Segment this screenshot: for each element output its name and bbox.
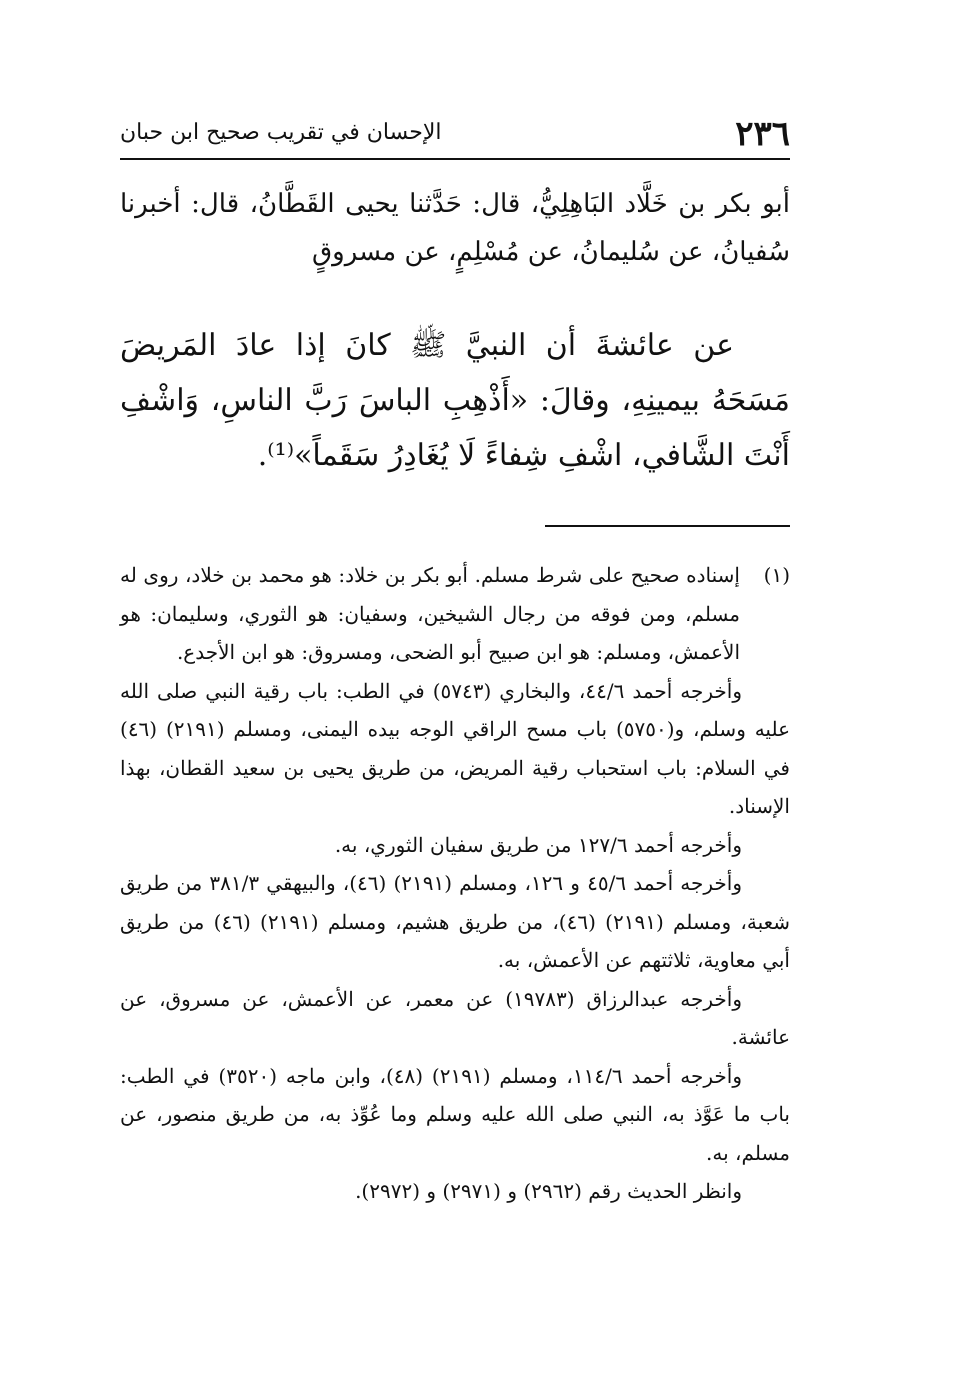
isnad-text: أبو بكر بن خَلَّاد البَاهِلِيُّ، قال: حَدَّثنا يحيى القَطَّانُ، قال: أخبرنا سُفيانُ، عن سُليمانُ، عن مُسْلِمٍ، عن مسروقٍ bbox=[120, 189, 790, 267]
footnote-paragraph: وأخرجه أحمد ١٢٧/٦ من طريق سفيان الثوري، به. bbox=[334, 832, 742, 857]
hadith-isnad bbox=[120, 180, 790, 276]
page-number: ٢٣٦ bbox=[735, 114, 790, 154]
footnote-paragraph: وأخرجه أحمد ٤٤/٦، والبخاري (٥٧٤٣) في الطب: باب رقية النبي صلى الله عليه وسلم، و(٥٧٥٠) باب مسح الراقي الوجه بيده اليمنى، ومسلم (٢١٩١) (٤٦) في السلام: باب استحباب رقية المريض، من طريق يحيى بن سعيد القطان، بهذا الإسناد. bbox=[120, 678, 791, 818]
footnote-paragraph: وأخرجه أحمد ١١٤/٦، ومسلم (٢١٩١) (٤٨)، وابن ماجه (٣٥٢٠) في الطب: باب ما عَوَّذ به، النبي صلى الله عليه وسلم وما عُوِّذ به، من طريق منصور، عن مسلم، به. bbox=[120, 1063, 790, 1165]
footnote-paragraph bbox=[120, 556, 790, 672]
footnote-paragraph: وانظر الحديث رقم (٢٩٦٢) و (٢٩٧١) و (٢٩٧٢). bbox=[355, 1179, 742, 1203]
footnote-divider bbox=[545, 525, 790, 527]
footnotes bbox=[120, 556, 790, 1211]
matn-text: عن عائشةَ أن النبيَّ ﷺ كانَ إذا عادَ المَريضَ مَسَحَهُ بيمينِهِ، وقالَ: «أَذْهِبِ الباسَ رَبَّ الناسِ، وَاشْفِ أَنْتَ الشَّافي، اشْفِ شِفاءً لَا يُغَادِرُ سَقَماً»⁽¹⁾. bbox=[120, 328, 790, 473]
running-title: الإحسان في تقريب صحيح ابن حبان bbox=[120, 120, 442, 145]
footnote-paragraph: وأخرجه عبدالرزاق (١٩٧٨٣) عن معمر، عن الأعمش، عن مسروق، عن عائشة. bbox=[120, 986, 790, 1049]
hadith-matn bbox=[120, 318, 790, 483]
page-header bbox=[120, 112, 790, 160]
footnote-marker: (١) bbox=[763, 563, 790, 587]
footnote-text: إسناده صحيح على شرط مسلم. أبو بكر بن خلاد: هو محمد بن خلاد، روى له مسلم، ومن فوقه من رجال الشيخين، وسفيان: هو الثوري، وسليمان: هو الأعمش، ومسلم: هو ابن صبيح أبو الضحى، ومسروق: هو ابن الأجدع. bbox=[120, 563, 740, 664]
footnote-paragraph: وأخرجه أحمد ٤٥/٦ و ١٢٦، ومسلم (٢١٩١) (٤٦)، والبيهقي ٣٨١/٣ من طريق شعبة، ومسلم (٢١٩١) (٤٦)، من طريق هشيم، ومسلم (٢١٩١) (٤٦) من طريق أبي معاوية، ثلاثتهم عن الأعمش، به. bbox=[120, 871, 791, 972]
